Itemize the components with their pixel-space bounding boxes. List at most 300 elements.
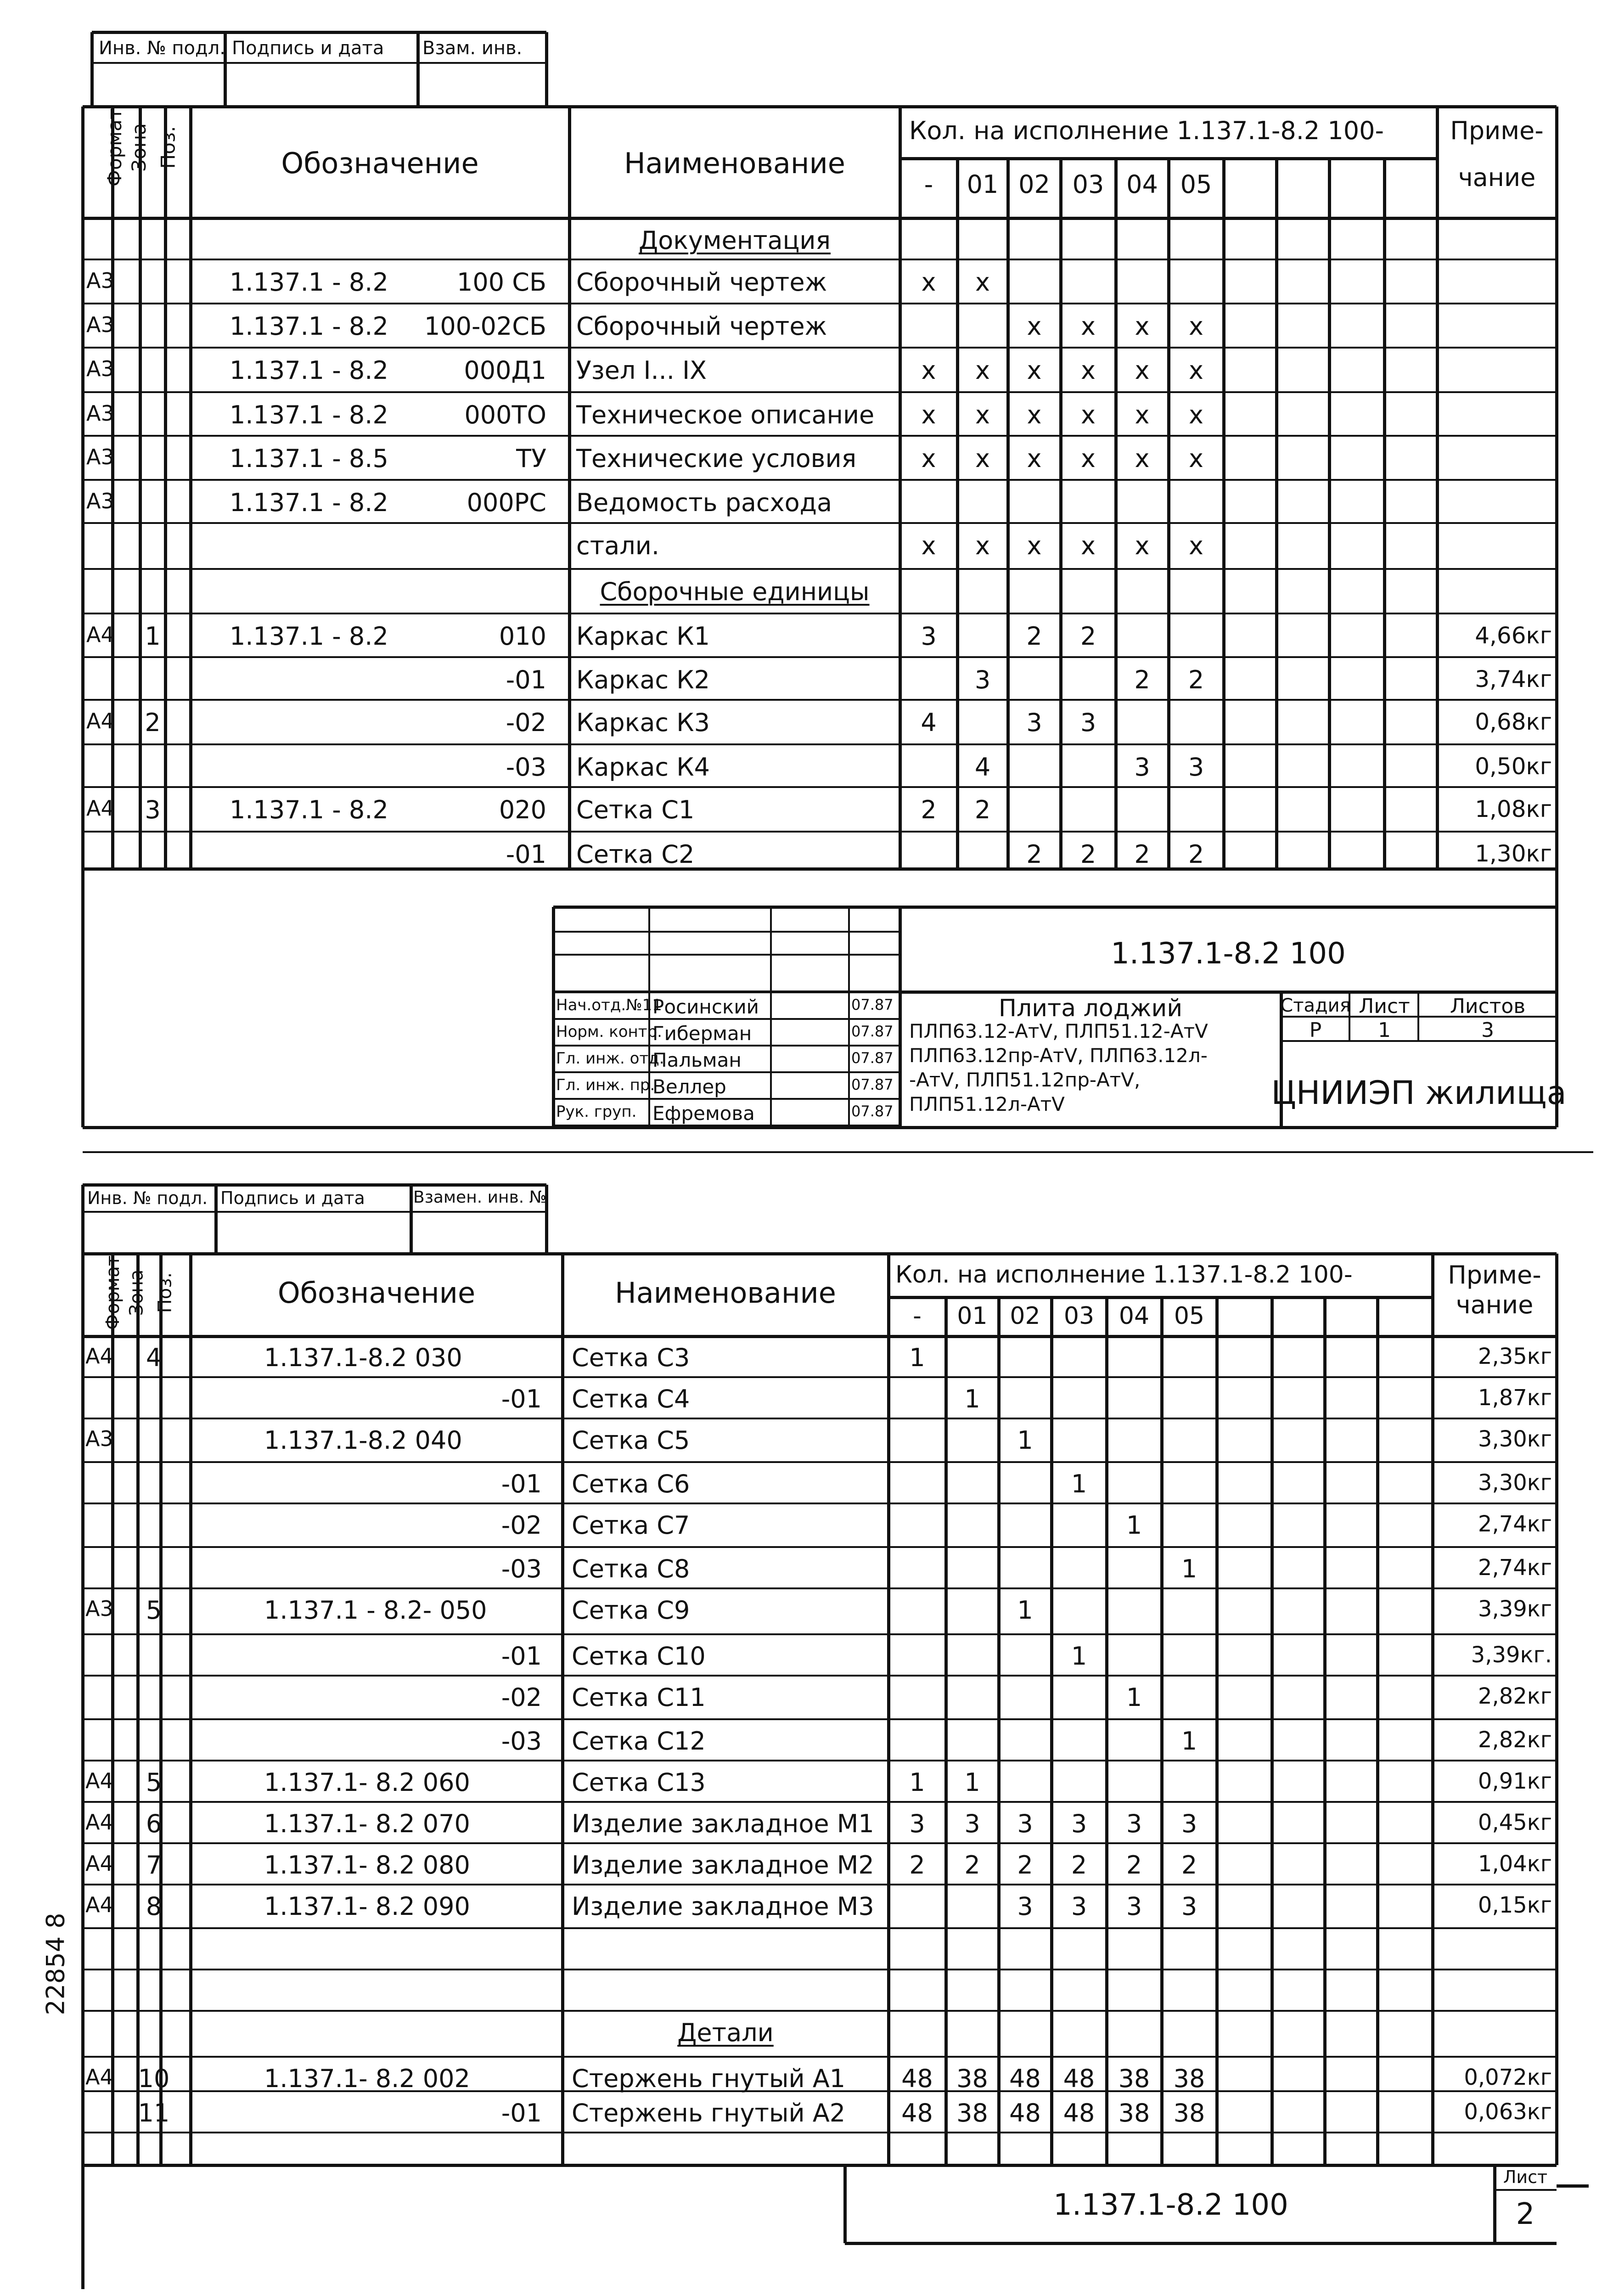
header-kol: Кол. на исполнение 1.137.1-8.2 100- [909,116,1384,145]
grid-line [136,1254,140,2165]
row-format: А4 [85,1892,113,1917]
header-format: Формат [103,108,126,187]
grid-line [1059,158,1062,869]
grid-line [1417,992,1419,1041]
row-oboz: 1.137.1 - 8.2 [230,356,388,385]
row-naim: Каркас К2 [576,665,710,694]
row-prim: 1,30кг [1475,840,1552,867]
header-poz: Поз. [157,126,180,169]
grid-line [416,32,420,107]
row-prim: 1,04кг [1478,1851,1552,1877]
grid-line [1436,107,1439,869]
grid-line [1006,158,1010,869]
header-zona: Зона [126,1269,147,1316]
row-qty: 3 [1071,1809,1087,1838]
row-qty: 3 [909,1809,925,1838]
titleblock-role: Нач.отд.№11 [556,996,662,1014]
row-qty: х [975,268,990,297]
row-naim: Стержень гнутый А2 [572,2099,846,2127]
row-oboz-suffix: ТУ [516,444,546,473]
row-naim: Сетка С10 [572,1642,706,1671]
row-oboz: 1.137.1-8.2 040 [264,1426,462,1455]
titleblock-listov: 3 [1481,1019,1494,1042]
grid-line [164,107,167,869]
row-prim: 0,68кг [1475,709,1552,735]
row-naim: Стержень гнутый А1 [572,2064,846,2093]
row-qty: х [921,444,936,473]
grid-line [83,1884,1557,1885]
row-format: А3 [86,445,114,469]
titleblock-date: 07.87 [851,1103,894,1120]
grid-line [1376,1297,1379,2165]
titleblock-date: 07.87 [851,1049,894,1067]
row-oboz-suffix: -03 [501,1554,542,1583]
row-prim: 2,82кг [1478,1683,1552,1709]
row-qty: 2 [1080,622,1096,651]
header-naim: Наименование [624,146,845,180]
row-qty: 1 [1181,1727,1197,1756]
stamp-inv-podl: Инв. № подл. [87,1188,208,1208]
grid-line [189,107,192,869]
row-qty: 38 [956,2099,988,2127]
grid-line [139,107,142,869]
footer-list: 2 [1516,2197,1535,2231]
grid-line [111,1254,114,2165]
grid-line [843,2165,847,2243]
grid-line [83,1969,1557,1970]
row-prim: 3,30кг [1478,1426,1552,1452]
row-oboz-suffix: -01 [506,665,546,694]
row-qty: 2 [1126,1851,1142,1880]
grid-line [83,743,1557,745]
row-qty: х [1189,444,1203,473]
row-qty: 2 [964,1851,980,1880]
titleblock-role: Рук. груп. [556,1103,637,1121]
row-qty: х [1081,400,1096,429]
grid-line [944,1297,948,2165]
titleblock-stadia-header: Стадия [1280,995,1351,1016]
row-format: А4 [86,622,114,647]
row-qty: 3 [1017,1809,1033,1838]
row-qty: х [1027,444,1042,473]
row-qty: 2 [1071,1851,1087,1880]
row-qty: х [1027,312,1042,341]
header-variant: 01 [967,170,999,199]
titleblock-name: ПЛП51.12л-АтV [909,1093,1065,1115]
grid-line [552,907,555,1127]
row-prim: 2,74кг [1478,1555,1552,1581]
row-naim: Сетка С12 [572,1727,706,1756]
row-qty: х [975,531,990,560]
grid-line [92,31,546,34]
row-qty: 1 [1017,1596,1033,1625]
row-qty: 3 [1080,708,1096,737]
row-oboz-suffix: -01 [501,1642,542,1671]
grid-line [899,107,902,869]
grid-line [83,568,1557,570]
row-qty: 38 [1118,2064,1150,2093]
row-qty: 3 [1188,753,1204,782]
grid-line [553,906,1557,909]
grid-line [1328,158,1331,869]
row-naim: Сетка С5 [572,1426,690,1455]
stamp-podpis: Подпись и дата [232,38,384,59]
grid-line [1270,1297,1274,2165]
grid-line [83,1927,1557,1929]
section-title: Сборочные единицы [600,577,870,606]
row-prim: 0,50кг [1475,753,1552,780]
row-naim: Сетка С8 [572,1554,690,1583]
row-oboz: 1.137.1- 8.2 002 [264,2064,470,2093]
grid-line [1160,1297,1164,2165]
row-oboz: 1.137.1 - 8.5 [230,444,388,473]
row-format: А3 [86,268,114,293]
grid-line [553,1045,900,1047]
grid-line [83,1211,546,1213]
row-qty: х [1027,356,1042,385]
row-qty: 3 [1017,1892,1033,1921]
row-prim: 1,08кг [1475,796,1552,822]
grid-line [410,1185,413,1254]
row-oboz-suffix: 000ТО [464,400,546,429]
row-qty: 48 [1009,2064,1041,2093]
row-oboz-suffix: -01 [501,1384,542,1413]
row-oboz-suffix: -01 [506,840,546,869]
row-oboz: 1.137.1 - 8.2 [230,795,388,824]
titleblock-list: 1 [1378,1019,1391,1042]
row-qty: 3 [1126,1892,1142,1921]
header-prim: Приме- [1450,116,1544,145]
row-poz: 8 [146,1892,162,1921]
titleblock-name: -АтV, ПЛП51.12пр-АтV, [909,1069,1141,1091]
grid-line [545,32,548,107]
grid-line [83,1842,1557,1844]
grid-line [92,62,546,64]
row-qty: 4 [974,753,991,782]
row-format: А3 [86,401,114,426]
row-qty: 48 [901,2064,933,2093]
row-qty: х [1135,531,1150,560]
row-qty: 2 [974,795,991,824]
grid-line [83,522,1557,524]
grid-line [83,479,1557,481]
row-naim: Каркас К1 [576,622,710,651]
grid-line [83,1718,1557,1720]
row-format: А4 [85,1344,113,1368]
row-naim: Изделие закладное М2 [572,1851,874,1880]
row-qty: х [1189,356,1203,385]
grid-line [888,1296,1433,1299]
header-variant: 04 [1126,170,1158,199]
row-prim: 0,45кг [1478,1810,1552,1835]
row-naim: Каркас К4 [576,753,710,782]
grid-line [553,1071,900,1073]
grid-line [1383,158,1386,869]
header-prim: чание [1456,1290,1534,1319]
row-qty: 3 [1181,1892,1197,1921]
grid-line [189,1254,192,2165]
row-poz: 10 [138,2064,170,2093]
side-note: 22854 8 [41,1913,70,2015]
row-naim: стали. [576,531,660,560]
row-format: А3 [85,1596,113,1621]
row-qty: 3 [1181,1809,1197,1838]
grid-line [899,907,902,1127]
row-prim: 4,66кг [1475,622,1552,649]
row-qty: х [921,356,936,385]
grid-line [83,2010,1557,2012]
row-qty: 2 [1026,622,1042,651]
titleblock-name: Плита лоджий [998,995,1183,1022]
row-qty: 3 [1126,1809,1142,1838]
row-qty: х [1027,400,1042,429]
footer-list-header: Лист [1503,2167,1548,2187]
header-format: Формат [102,1255,124,1330]
grid-line [553,1098,900,1100]
header-variant: 03 [1063,1302,1095,1330]
row-qty: 2 [909,1851,925,1880]
stamp-inv-podl: Инв. № подл. [99,38,225,59]
row-qty: 2 [921,795,937,824]
row-qty: 1 [1181,1554,1197,1583]
grid-line [83,217,1557,220]
stamp-podpis: Подпись и дата [220,1188,365,1208]
row-naim: Ведомость расхода [576,488,832,517]
titleblock-name: ПЛП63.12-АтV, ПЛП51.12-АтV [909,1020,1208,1042]
row-qty: 3 [964,1809,980,1838]
row-naim: Технические условия [576,444,857,473]
grid-line [83,435,1557,437]
header-variant: - [924,170,933,199]
row-qty: х [975,444,990,473]
row-poz: 11 [138,2099,170,2127]
titleblock-name: Пальман [652,1049,742,1071]
grid-line [83,1376,1557,1378]
row-poz: 1 [145,622,161,651]
row-prim: 0,072кг [1464,2065,1552,2090]
row-format: А4 [85,1768,113,1793]
header-variant: 04 [1119,1302,1150,1330]
grid-line [845,2164,1557,2167]
grid-line [1222,158,1225,869]
grid-line [1555,1254,1558,2165]
row-qty: 3 [1071,1892,1087,1921]
header-variant: 02 [1010,1302,1040,1330]
row-qty: 48 [1063,2099,1095,2127]
row-poz: 7 [146,1851,162,1880]
row-oboz: 1.137.1 - 8.2 [230,268,388,297]
grid-line [111,107,114,869]
row-oboz-suffix: 000Д1 [464,356,546,385]
row-prim: 3,39кг. [1471,1642,1552,1668]
row-naim: Сетка С3 [572,1343,690,1372]
header-oboz: Обозначение [277,1276,476,1310]
header-naim: Наименование [615,1276,836,1310]
row-format: А3 [86,312,114,337]
footer-code: 1.137.1-8.2 100 [1053,2188,1288,2222]
grid-line [83,786,1557,788]
grid-line [561,1254,564,2165]
row-oboz: 1.137.1 - 8.2 [230,488,388,517]
row-oboz-suffix: -03 [506,753,546,782]
row-qty: 38 [1173,2064,1205,2093]
row-oboz-suffix: 100 СБ [457,268,546,297]
header-prim: чание [1458,163,1536,192]
row-qty: х [921,531,936,560]
grid-line [83,391,1557,393]
grid-line [1114,158,1118,869]
row-format: А4 [85,2065,113,2089]
header-variant: 01 [957,1302,988,1330]
row-qty: х [1189,312,1203,341]
header-kol: Кол. на исполнение 1.137.1-8.2 100- [895,1261,1353,1289]
grid-line [1493,2165,1496,2243]
grid-line [83,699,1557,701]
row-oboz-suffix: 100-02СБ [424,312,546,341]
row-qty: 1 [909,1343,925,1372]
header-poz: Поз. [154,1272,176,1313]
row-qty: 1 [964,1768,980,1797]
row-format: А4 [85,1810,113,1835]
row-qty: х [1081,444,1096,473]
row-qty: 3 [1134,753,1150,782]
titleblock-name: Ефремова [652,1102,755,1125]
row-oboz: 1.137.1 - 8.2 [230,400,388,429]
stamp-vzam: Взам. инв. [422,38,523,59]
row-naim: Изделие закладное М3 [572,1892,874,1921]
grid-line [83,347,1557,349]
grid-line [848,907,850,1127]
row-qty: 1 [909,1768,925,1797]
row-prim: 3,39кг [1478,1596,1552,1622]
row-oboz-suffix: -01 [501,1469,542,1498]
grid-line [83,1546,1557,1548]
row-format: А4 [86,796,114,821]
row-qty: х [1081,312,1096,341]
row-prim: 0,15кг [1478,1892,1552,1918]
grid-line [553,931,900,933]
row-qty: 3 [921,622,937,651]
grid-line [83,1633,1557,1635]
grid-line [83,867,1557,871]
row-oboz-suffix: 020 [499,795,546,824]
grid-line [83,1587,1557,1589]
row-format: А3 [85,1426,113,1451]
grid-line [83,1335,1557,1338]
grid-line [997,1297,1001,2165]
header-oboz: Обозначение [281,146,479,180]
grid-line [1431,1254,1434,2165]
grid-line [83,2132,1557,2133]
row-oboz: 1.137.1- 8.2 090 [264,1892,470,1921]
row-naim: Сборочный чертеж [576,268,827,297]
row-qty: х [1081,356,1096,385]
row-prim: 2,35кг [1478,1344,1552,1369]
row-oboz-suffix: -03 [501,1727,542,1756]
row-qty: 1 [1071,1642,1087,1671]
grid-line [1167,158,1170,869]
grid-line [1105,1297,1108,2165]
grid-line [83,1760,1557,1761]
grid-line [553,1125,900,1126]
row-qty: 1 [1017,1426,1033,1455]
titleblock-role: Гл. инж. пр. [556,1076,655,1094]
row-qty: х [1189,531,1203,560]
row-qty: 2 [1188,665,1204,694]
grid-line [83,259,1557,260]
row-qty: 2 [1188,840,1204,869]
titleblock-date: 07.87 [851,1076,894,1093]
row-naim: Сборочный чертеж [576,312,827,341]
header-variant: 02 [1018,170,1050,199]
row-oboz-suffix: 000РС [467,488,546,517]
row-qty: 38 [956,2064,988,2093]
titleblock-code: 1.137.1-8.2 100 [1111,937,1346,971]
row-format: А4 [85,1851,113,1876]
grid-line [83,613,1557,614]
grid-line [956,158,959,869]
grid-line [83,656,1557,658]
grid-line [1275,158,1278,869]
row-qty: х [921,400,936,429]
stamp-vzam: Взамен. инв. № [413,1188,547,1207]
row-qty: 1 [1126,1511,1142,1540]
row-format: А4 [86,709,114,733]
section-title: Документация [639,226,831,255]
row-naim: Сетка С2 [576,840,695,869]
titleblock-date: 07.87 [851,996,894,1013]
row-oboz: 1.137.1 - 8.2- 050 [264,1596,487,1625]
grid-line [1557,2184,1589,2188]
row-qty: 2 [1134,840,1150,869]
row-oboz: 1.137.1- 8.2 060 [264,1768,470,1797]
row-prim: 1,87кг [1478,1385,1552,1411]
grid-line [83,105,1557,108]
grid-line [900,990,1557,994]
grid-line [83,1252,1557,1255]
grid-line [553,1018,900,1020]
signature-mark [778,996,843,1120]
row-oboz-suffix: -02 [501,1683,542,1712]
row-qty: 38 [1173,2099,1205,2127]
grid-line [81,2165,84,2289]
titleblock-role: Норм. контр. [556,1023,662,1041]
row-qty: х [1135,312,1150,341]
row-qty: х [1189,400,1203,429]
row-qty: 1 [1071,1469,1087,1498]
row-prim: 0,063кг [1464,2099,1552,2125]
row-prim: 3,74кг [1475,666,1552,692]
grid-line [553,954,900,956]
grid-line [159,1254,163,2165]
row-qty: 38 [1118,2099,1150,2127]
grid-line [553,991,900,993]
row-oboz: 1.137.1 - 8.2 [230,312,388,341]
row-qty: 48 [1009,2099,1041,2127]
grid-line [83,1183,546,1187]
row-qty: 1 [964,1384,980,1413]
row-qty: х [1027,531,1042,560]
header-zona: Зона [127,123,150,172]
grid-line [83,1801,1557,1803]
section-title: Детали [677,2018,774,2047]
grid-line [83,303,1557,304]
row-naim: Сетка С4 [572,1384,690,1413]
titleblock-name: Веллер [652,1075,726,1098]
header-variant: - [913,1302,922,1330]
grid-line [1323,1297,1327,2165]
row-naim: Сетка С1 [576,795,695,824]
